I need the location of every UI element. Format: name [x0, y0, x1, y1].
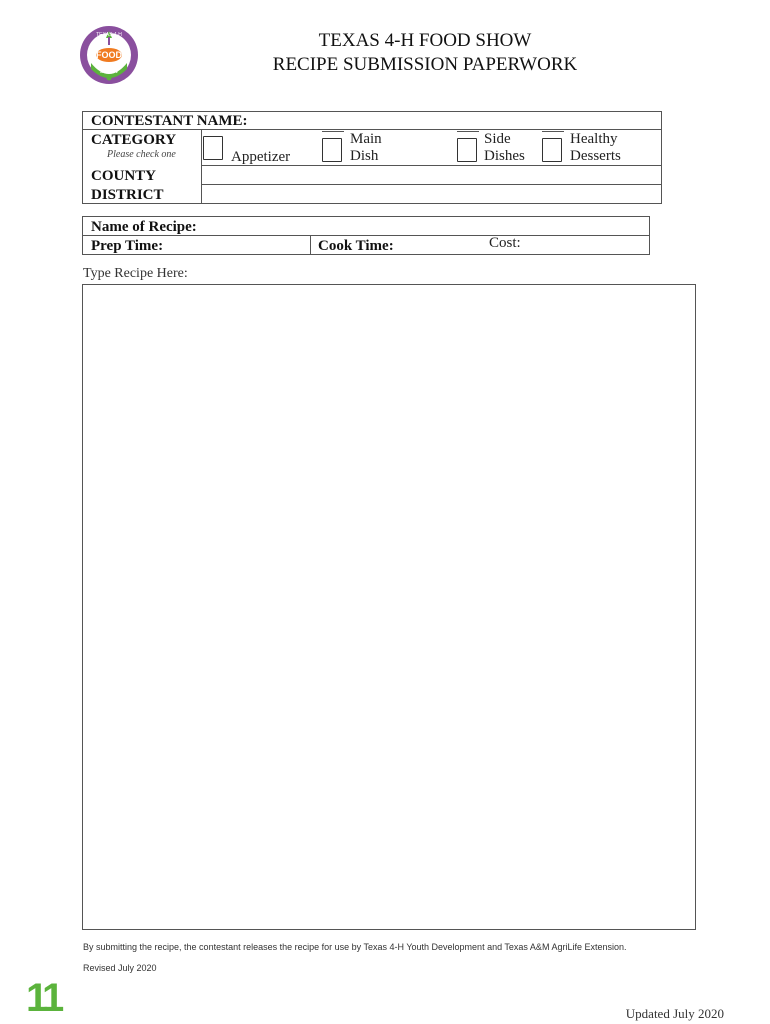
logo-show-text: SHOW [99, 69, 119, 75]
logo-food-text: FOOD [96, 50, 122, 60]
checkbox-tick [457, 131, 479, 132]
page-title-line2: RECIPE SUBMISSION PAPERWORK [272, 54, 578, 75]
category-label: CATEGORY [91, 132, 177, 148]
healthy-desserts-checkbox[interactable] [542, 138, 562, 162]
cook-time-label: Cook Time: [318, 238, 394, 254]
appetizer-option-label: Appetizer [231, 149, 291, 165]
updated-date: Updated July 2020 [625, 1006, 724, 1021]
revised-date: Revised July 2020 [83, 963, 157, 973]
side-dishes-checkbox[interactable] [457, 138, 477, 162]
texas-4h-food-show-logo-icon [79, 25, 139, 85]
table-divider [310, 235, 311, 255]
side-dishes-option-label: Side Dishes [484, 131, 525, 164]
healthy-desserts-option-label: Healthy Desserts [570, 131, 621, 164]
county-label: COUNTY [91, 168, 157, 184]
appetizer-checkbox[interactable] [203, 136, 223, 160]
recipe-area-label: Type Recipe Here: [83, 266, 188, 281]
category-hint: Please check one [107, 149, 176, 160]
release-note: By submitting the recipe, the contestant releases the recipe for use by Texas 4-H Youth Development and Texas A&M AgriLife Extension. [83, 942, 627, 952]
main-dish-checkbox[interactable] [322, 138, 342, 162]
recipe-text-area[interactable] [82, 284, 696, 930]
checkbox-tick [322, 131, 344, 132]
prep-time-label: Prep Time: [91, 238, 164, 254]
logo-texas-text: TEXAS 4-H [96, 32, 122, 38]
district-label: DISTRICT [91, 187, 164, 203]
table-divider [201, 129, 202, 204]
contestant-name-label: CONTESTANT NAME: [91, 113, 248, 129]
table-divider [201, 184, 662, 185]
main-dish-option-label: Main Dish [350, 131, 382, 164]
page-number: 11 [26, 976, 61, 1020]
checkbox-tick [542, 131, 564, 132]
page-title-line1: TEXAS 4-H FOOD SHOW [318, 30, 532, 51]
recipe-name-label: Name of Recipe: [91, 219, 197, 235]
cost-label: Cost: [489, 235, 521, 251]
